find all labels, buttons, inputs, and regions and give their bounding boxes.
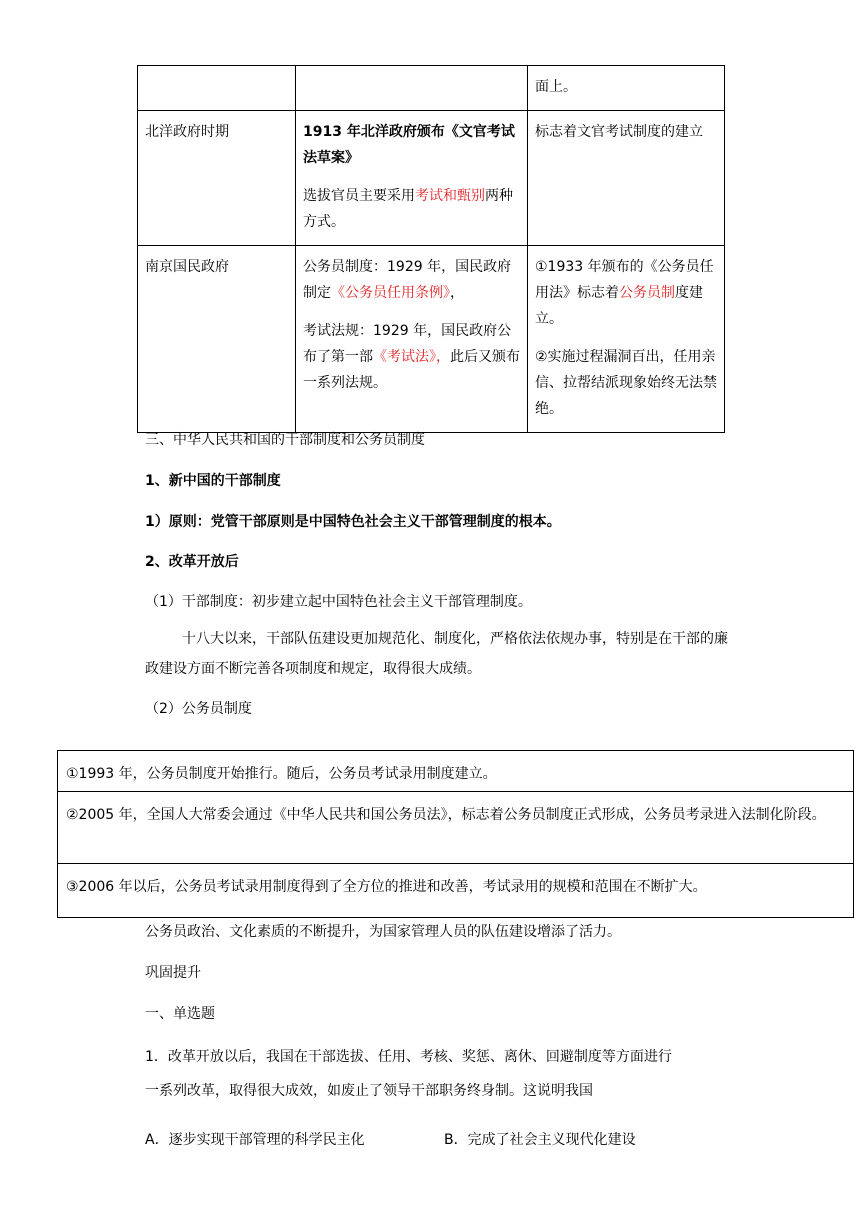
event-line <box>303 318 520 396</box>
highlight: 公务员制 <box>619 285 675 301</box>
significance-cell <box>528 246 725 433</box>
highlight: 考试和甄别 <box>415 188 485 204</box>
text: 考试法规：1929 年，国民政府公布了第一部 <box>303 323 512 365</box>
event-text: 年北洋政府颁布《文官考试法草案》 <box>303 124 515 166</box>
table-row <box>138 66 725 111</box>
option-b: B．完成了社会主义现代化建设 <box>444 1132 636 1148</box>
question-text: 一系列改革，取得很大成效，如废止了领导干部职务终身制。这说明我国 <box>145 1083 593 1099</box>
period-cell: 南京国民政府 <box>138 246 296 433</box>
event-cell <box>296 111 528 246</box>
event-line <box>303 254 520 306</box>
table-cell: 面上。 <box>528 66 725 111</box>
subheading: 1、新中国的干部制度 <box>145 473 281 489</box>
civil-service-boxes <box>57 750 854 918</box>
highlight: 《考试法》， <box>373 349 450 365</box>
subheading: 2、改革开放后 <box>145 554 239 570</box>
year: 1913 <box>303 124 342 140</box>
paragraph: 公务员政治、文化素质的不断提升，为国家管理人员的队伍建设增添了活力。 <box>145 924 621 940</box>
text: 度建立。 <box>535 285 703 327</box>
subheading: （2）公务员制度 <box>145 701 252 717</box>
table-cell <box>296 66 528 111</box>
question-text: 1．改革开放以后，我国在干部选拔、任用、考核、奖惩、离休、回避制度等方面进行 <box>145 1049 672 1065</box>
text: 选拔官员主要采用 <box>303 188 415 204</box>
table-row <box>138 246 725 433</box>
info-box: ②2005 年，全国人大常委会通过《中华人民共和国公务员法》，标志着公务员制度正式形成，公务员考录进入法制化阶段。 <box>57 791 854 864</box>
cadre-text: （1）干部制度：初步建立起中国特色社会主义干部管理制度。 <box>145 594 532 610</box>
history-table <box>137 65 725 433</box>
section-heading: 一、单选题 <box>145 1006 215 1022</box>
text: ， <box>450 285 464 301</box>
text: 此后又颁布一系列法规。 <box>303 349 520 391</box>
section-heading: 三、中华人民共和国的干部制度和公务员制度 <box>145 432 425 448</box>
sig-line <box>535 254 717 332</box>
sig-line: ②实施过程漏洞百出，任用亲信、拉帮结派现象始终无法禁绝。 <box>535 349 717 417</box>
text: ①1933 年颁布的《公务员任用法》标志着 <box>535 259 714 301</box>
event-line <box>303 183 520 235</box>
option-a: A．逐步实现干部管理的科学民主化 <box>145 1132 365 1148</box>
principle-text: 1）原则：党管干部原则是中国特色社会主义干部管理制度的根本。 <box>145 514 561 530</box>
significance-cell: 标志着文官考试制度的建立 <box>528 111 725 246</box>
info-box: ①1993 年，公务员制度开始推行。随后，公务员考试录用制度建立。 <box>57 750 854 792</box>
text: 公务员制度：1929 年，国民政府制定 <box>303 259 512 301</box>
table-cell <box>138 66 296 111</box>
section-heading: 巩固提升 <box>145 965 201 981</box>
paragraph: 十八大以来，干部队伍建设更加规范化、制度化，严格依法依规办事，特别是在干部的廉政建设方面不断完善各项制度和规定，取得很大成绩。 <box>145 631 728 677</box>
period-cell: 北洋政府时期 <box>138 111 296 246</box>
text: 两种方式。 <box>303 188 513 230</box>
highlight: 《公务员任用条例》 <box>331 285 450 301</box>
table-row <box>138 111 725 246</box>
event-line <box>303 119 520 171</box>
info-box: ③2006 年以后，公务员考试录用制度得到了全方位的推进和改善，考试录用的规模和范围在不断扩大。 <box>57 863 854 918</box>
event-cell <box>296 246 528 433</box>
